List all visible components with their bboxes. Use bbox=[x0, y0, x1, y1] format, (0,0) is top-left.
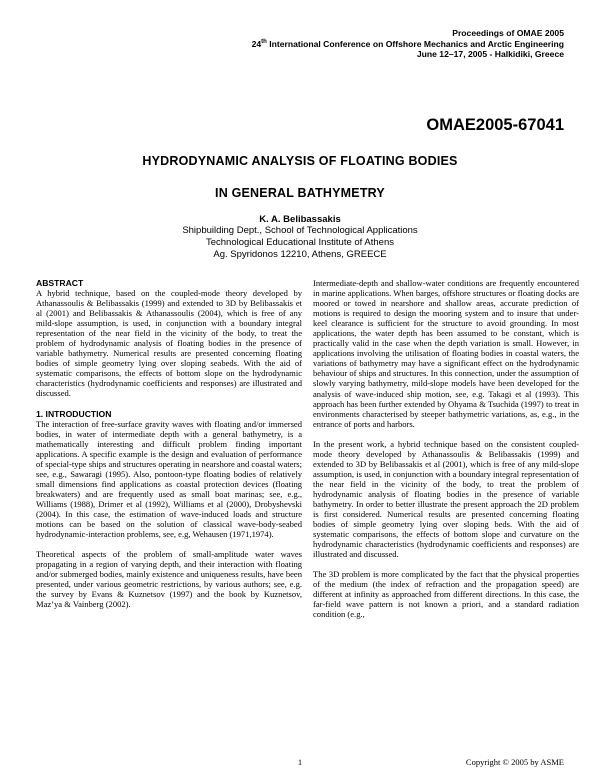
intro-paragraph-3: Intermediate-depth and shallow-water conditions are frequently encountered in marine applications. When barges, offshore structures or floating docks are moored or towed in nearshore and shallow areas, accurate prediction of motions is required to design the mooring system and to insure that under-keel clearance is sufficient for the structure to avoid grounding. In most applications, the water depth has been assumed to be constant, which is practically valid in the case when the depth variation is small. However, in applications involving the utilisation of floating bodies in coastal waters, the variations of bathymetry may have a significant effect on the hydrodynamic behaviour of ships and structures. In this connection, under the assumption of slowly varying bathymetry, mild-slope models have been developed for the analysis of wave-induced ship motion, see, e.g. Takagi et al (1993). This approach has been further extended by Ohyama & Tsuchida (1997) to treat in environments characterised by steeper bathymetric variations, as, e.g., in the entrance of ports and harbors. bbox=[313, 278, 579, 429]
conference-number: 24 bbox=[251, 38, 262, 49]
proceedings-header bbox=[252, 28, 564, 60]
intro-paragraph-2: Theoretical aspects of the problem of small-amplitude water waves propagating in a region of varying depth, and their interaction with floating and/or submerged bodies, mainly existence and uniqueness results, have been presented, under various geometric restrictions, by various authors; see, e.g. the survey by Evans & Kuznetsov (1997) and the book by Kuznetsov, Maz’ya & Vainberg (2002). bbox=[36, 549, 302, 610]
paper-id: OMAE2005-67041 bbox=[426, 116, 564, 134]
page-number: 1 bbox=[297, 757, 303, 767]
abstract-text: A hybrid technique, based on the coupled-mode theory developed by Athanassoulis & Belibassakis (1999) and extended to 3D by Belibassakis et al (2001) and Belibassakis & Athanassoulis (2004), which is free of any mild-slope assumption, is used, in conjunction with a boundary integral representation of the near field in the vicinity of the body, to treat the problem of hydrodynamic analysis of floating bodies in the presence of variable bathymetry. Numerical results are presented concerning floating bodies of simple geometry lying over sloping seabeds. With the aid of systematic comparisons, the effects of bottom slope on the hydrodynamic characteristics (hydrodynamic coefficients and responses) are illustrated and discussed. bbox=[36, 288, 302, 399]
affiliation-line2: Technological Educational Institute of Athens bbox=[205, 237, 394, 248]
right-column bbox=[313, 278, 579, 630]
conference-title: International Conference on Offshore Mechanics and Arctic Engineering bbox=[266, 38, 564, 49]
intro-paragraph-4: In the present work, a hybrid technique based on the consistent coupled-mode theory developed by Athanassoulis & Belibassakis (1999) and extended to 3D by Belibassakis et al (2001), which is free of any mild-slope assumption, is used, in conjunction with a boundary integral representation of the near field in the vicinity of the body, to treat the problem of hydrodynamic analysis of floating bodies in the presence of variable bathymetry. In order to better illustrate the present approach the 2D problem is first considered. Numerical results are presented concerning floating bodies of simple geometry lying over sloping beds. With the aid of systematic comparisons, the effects of bottom slope and curvature on the hydrodynamic characteristics (hydrodynamic coefficients and responses) are illustrated and discussed. bbox=[313, 438, 579, 560]
paper-title-line2: IN GENERAL BATHYMETRY bbox=[215, 186, 385, 200]
author-name: K. A. Belibassakis bbox=[259, 214, 341, 225]
affiliation-line3: Ag. Spyridonos 12210, Athens, GREECE bbox=[213, 249, 387, 260]
left-column bbox=[36, 278, 302, 619]
affiliation-line1: Shipbuilding Dept., School of Technological Applications bbox=[182, 225, 418, 236]
author-affiliation bbox=[0, 225, 600, 261]
conference-dates: June 12–17, 2005 - Halkidiki, Greece bbox=[416, 49, 564, 59]
conference-name bbox=[252, 39, 564, 50]
conference-ordinal: th bbox=[261, 38, 267, 45]
introduction-heading: 1. INTRODUCTION bbox=[36, 408, 112, 419]
paper-title-line1: HYDRODYNAMIC ANALYSIS OF FLOATING BODIES bbox=[142, 154, 458, 168]
intro-paragraph-1: The interaction of free-surface gravity waves with floating and/or immersed bodies, in water of intermediate depth with a general bathymetry, is a mathematically interesting and difficult problem finding important applications. A specific example is the design and evaluation of performance of special-type ships and structures operating in nearshore and coastal waters; see, e.g., Sawaragi (1995). Also, pontoon-type floating bodies of relatively small dimensions find applications as coastal protection devices (floating breakwaters) and are frequently used as small boat marinas; see, e.g., Williams (1988), Drimer et al (1992), Williams et al (2000), Drobyshevski (2004). In this case, the estimation of wave-induced loads and structure motions can be based on the solution of classical wave-body-seabed hydrodynamic-interaction problems, see, e.g, Wehausen (1971,1974). bbox=[36, 418, 302, 540]
intro-paragraph-5: The 3D problem is more complicated by the fact that the physical properties of the medium (the index of refraction and the propagation speed) are different at infinity as approached from different directions. In this case, the far-field wave pattern is not known a priori, and a standard radiation condition (e.g., bbox=[313, 569, 579, 620]
proceedings-title: Proceedings of OMAE 2005 bbox=[452, 28, 564, 38]
abstract-heading: ABSTRACT bbox=[36, 278, 84, 288]
copyright-notice: Copyright © 2005 by ASME bbox=[465, 757, 564, 767]
